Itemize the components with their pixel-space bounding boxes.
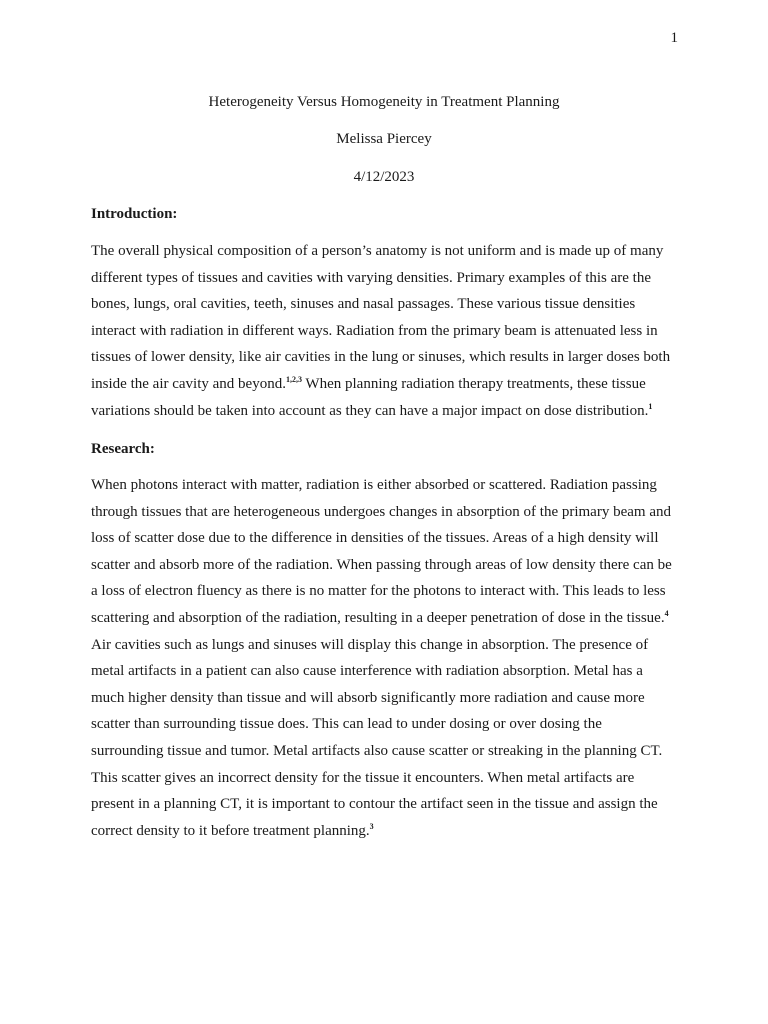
text-line <box>91 818 691 845</box>
text-line <box>91 711 691 738</box>
paper-title: Heterogeneity Versus Homogeneity in Treatment Planning <box>208 94 560 110</box>
text-line <box>91 291 691 318</box>
text-line <box>91 371 691 398</box>
introduction-heading: Introduction: <box>91 206 178 222</box>
line-text: through tissues that are heterogeneous undergoes changes in absorption of the primary beam and <box>91 503 671 520</box>
line-text: metal artifacts in a patient can also cause interference with radiation absorption. Metal has a <box>91 663 643 680</box>
text-line <box>91 265 691 292</box>
line-text: correct density to it before treatment planning. <box>91 822 370 839</box>
text-line <box>91 525 691 552</box>
line-text: scatter and absorb more of the radiation. When passing through areas of low density there can be <box>91 556 672 573</box>
line-text: scattering and absorption of the radiation, resulting in a deeper penetration of dose in the tissue. <box>91 609 665 626</box>
line-text: present in a planning CT, it is important to contour the artifact seen in the tissue and assign the <box>91 796 658 813</box>
text-line <box>91 765 691 792</box>
paper-date: 4/12/2023 <box>353 169 415 185</box>
text-line <box>91 344 691 371</box>
line-text: The overall physical composition of a person’s anatomy is not uniform and is made up of many <box>91 243 664 259</box>
research-heading: Research: <box>91 441 155 457</box>
research-paragraph <box>91 472 691 844</box>
citation-superscript: 1 <box>648 401 653 411</box>
line-text: interact with radiation in different ways. Radiation from the primary beam is attenuated less in <box>91 322 658 339</box>
text-line <box>91 552 691 579</box>
line-text: This scatter gives an incorrect density for the tissue it encounters. When metal artifacts are <box>91 769 635 786</box>
citation-superscript: 3 <box>369 821 374 831</box>
text-line <box>91 499 691 526</box>
author-name: Melissa Piercey <box>336 131 432 147</box>
citation-superscript: 4 <box>664 608 669 618</box>
line-text: different types of tissues and cavities with varying densities. Primary examples of this are the <box>91 269 652 286</box>
line-text: much higher density than tissue and will absorb significantly more radiation and cause more <box>91 689 645 706</box>
line-text-continued: When planning radiation therapy treatments, these tissue <box>301 375 646 392</box>
text-line <box>91 398 691 425</box>
line-text: When photons interact with matter, radiation is either absorbed or scattered. Radiation passing <box>91 477 657 493</box>
introduction-paragraph <box>91 238 691 424</box>
text-line <box>91 472 691 499</box>
line-text: a loss of electron fluency as there is no matter for the photons to interact with. This leads to less <box>91 583 666 600</box>
line-text: inside the air cavity and beyond. <box>91 375 286 392</box>
line-text: tissues of lower density, like air cavities in the lung or sinuses, which results in larger doses both <box>91 349 671 366</box>
text-line <box>91 632 691 659</box>
text-line <box>91 658 691 685</box>
text-line <box>91 791 691 818</box>
line-text: variations should be taken into account as they can have a major impact on dose distribution. <box>91 402 649 419</box>
line-text: Air cavities such as lungs and sinuses will display this change in absorption. The presence of <box>91 636 649 653</box>
text-line <box>91 238 691 265</box>
text-line <box>91 318 691 345</box>
line-text: scatter than surrounding tissue does. This can lead to under dosing or over dosing the <box>91 716 602 733</box>
citation-superscript: 1,2,3 <box>285 374 302 384</box>
text-line <box>91 605 691 632</box>
text-line <box>91 578 691 605</box>
text-line <box>91 738 691 765</box>
line-text: loss of scatter dose due to the difference in densities of the tissues. Areas of a high density will <box>91 530 659 547</box>
line-text: bones, lungs, oral cavities, teeth, sinuses and nasal passages. These various tissue densities <box>91 296 636 313</box>
line-text: surrounding tissue and tumor. Metal artifacts also cause scatter or streaking in the planning CT. <box>91 742 663 759</box>
text-line <box>91 685 691 712</box>
page-number: 1 <box>670 30 678 46</box>
